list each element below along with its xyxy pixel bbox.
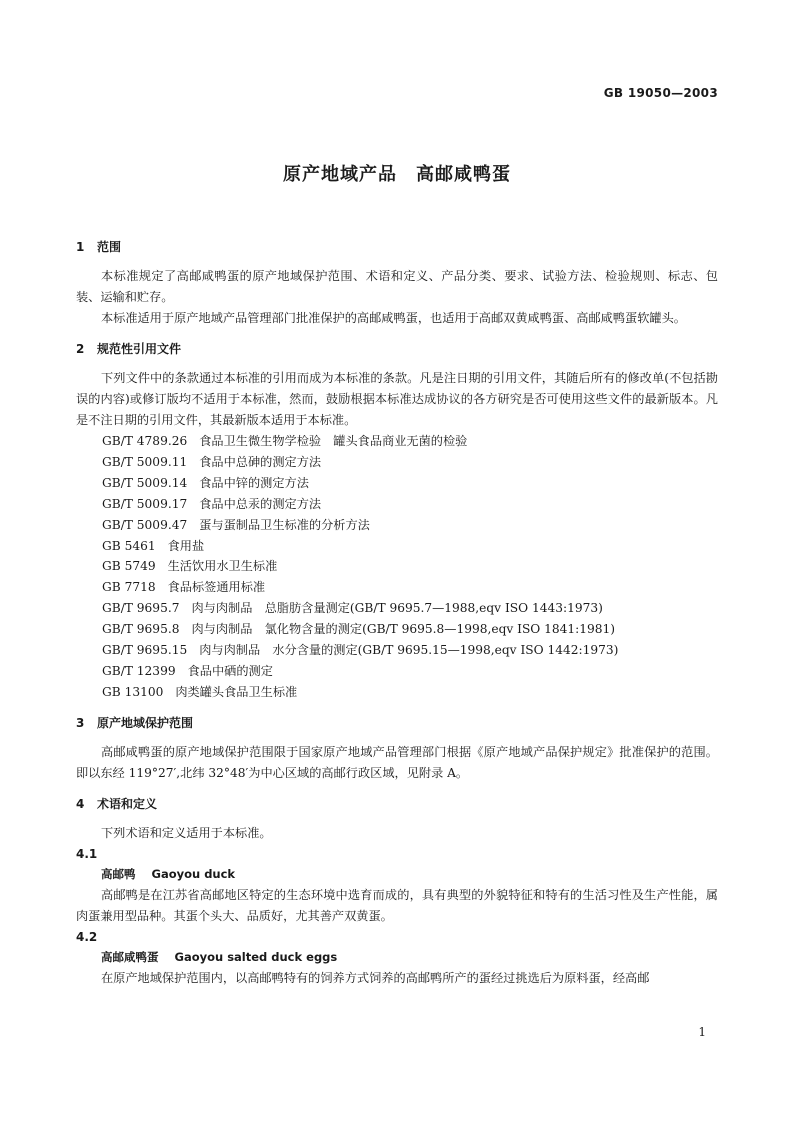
section-title: 范围 — [97, 240, 122, 254]
standard-code: GB 19050—2003 — [603, 86, 718, 100]
paragraph: 本标准适用于原产地域产品管理部门批准保护的高邮咸鸭蛋，也适用于高邮双黄咸鸭蛋、高邮咸鸭蛋软罐头。 — [101, 311, 686, 325]
reference-item — [102, 473, 718, 494]
term-heading — [101, 864, 718, 885]
paragraph: 下列文件中的条款通过本标准的引用而成为本标准的条款。凡是注日期的引用文件，其随后所有的修改单(不包括勘误的内容)或修订版均不适用于本标准，然而，鼓励根据本标准达成协议的各方研究是否可使用这些文件的最新版本。凡是不注日期的引用文件，其最新版本适用于本标准。 — [76, 371, 718, 427]
section-number: 2 — [76, 342, 85, 356]
section-title: 规范性引用文件 — [97, 342, 182, 356]
reference-code: GB/T 9695.7 — [102, 601, 180, 616]
reference-code: GB/T 12399 — [102, 663, 176, 678]
section-heading-normative-references — [76, 338, 718, 360]
reference-title: 食品中总汞的测定方法 — [199, 496, 322, 511]
reference-code: GB 5461 — [102, 538, 156, 553]
reference-item — [102, 640, 718, 661]
reference-title: 蛋与蛋制品卫生标准的分析方法 — [199, 517, 370, 532]
reference-title: 肉与肉制品 氯化物含量的测定(GB/T 9695.8—1998,eqv ISO 1841:1981) — [191, 622, 616, 637]
reference-code: GB/T 9695.15 — [102, 643, 188, 658]
section-number: 4 — [76, 796, 85, 811]
reference-code: GB/T 5009.11 — [102, 454, 188, 469]
reference-item — [102, 682, 718, 703]
paragraph: 高邮咸鸭蛋的原产地域保护范围限于国家原产地域产品管理部门根据《原产地域产品保护规定》批准保护的范围。即以东经 119°27′,北纬 32°48′为中心区域的高邮行政区域，见附录 A。 — [76, 744, 718, 780]
reference-item — [102, 661, 718, 682]
reference-code: GB/T 4789.26 — [102, 434, 188, 448]
term-definition: 在原产地域保护范围内，以高邮鸭特有的饲养方式饲养的高邮鸭所产的蛋经过挑选后为原料蛋，经高邮 — [101, 970, 650, 985]
reference-title: 食品卫生微生物学检验 罐头食品商业无菌的检验 — [199, 434, 468, 448]
reference-code: GB/T 9695.8 — [102, 622, 180, 637]
reference-title: 食品标签通用标准 — [167, 580, 266, 595]
document-body — [76, 236, 718, 989]
reference-title: 食用盐 — [167, 538, 205, 553]
reference-list — [76, 431, 718, 703]
reference-title: 肉与肉制品 水分含量的测定(GB/T 9695.15—1998,eqv ISO 1442:1973) — [199, 643, 619, 658]
reference-code: GB 5749 — [102, 559, 156, 574]
reference-item — [102, 577, 718, 598]
section-heading-terms-definitions — [76, 793, 718, 815]
term-number: 4.1 — [76, 846, 98, 861]
reference-item — [102, 556, 718, 577]
section-title: 术语和定义 — [97, 796, 158, 811]
section-number: 3 — [76, 715, 85, 730]
section-heading-scope — [76, 236, 718, 258]
term-en: Gaoyou salted duck eggs — [174, 949, 338, 964]
reference-code: GB 13100 — [102, 684, 164, 699]
reference-title: 食品中硒的测定 — [187, 663, 273, 678]
reference-code: GB/T 5009.47 — [102, 517, 188, 532]
page-number: 1 — [698, 1025, 706, 1039]
reference-item — [102, 494, 718, 515]
term-definition: 高邮鸭是在江苏省高邮地区特定的生态环境中选育而成的，具有典型的外貌特征和特有的生活习性及生产性能，属肉蛋兼用型品种。其蛋个头大、品质好，尤其善产双黄蛋。 — [76, 887, 718, 923]
reference-code: GB/T 5009.17 — [102, 496, 188, 511]
section-title: 原产地域保护范围 — [97, 715, 194, 730]
reference-item — [102, 536, 718, 557]
reference-item — [102, 452, 718, 473]
reference-item — [102, 619, 718, 640]
document-title: 原产地域产品 高邮咸鸭蛋 — [283, 164, 511, 185]
reference-title: 肉与肉制品 总脂肪含量测定(GB/T 9695.7—1988,eqv ISO 1443:1973) — [191, 601, 603, 616]
reference-title: 肉类罐头食品卫生标准 — [175, 684, 298, 699]
reference-title: 生活饮用水卫生标准 — [167, 559, 278, 574]
reference-title: 食品中锌的测定方法 — [199, 475, 309, 490]
reference-item — [102, 515, 718, 536]
reference-code: GB/T 5009.14 — [102, 475, 188, 490]
reference-item — [102, 431, 718, 452]
reference-title: 食品中总砷的测定方法 — [199, 454, 322, 469]
term-heading — [101, 947, 718, 968]
term-zh: 高邮咸鸭蛋 — [101, 949, 159, 964]
section-number: 1 — [76, 240, 85, 254]
paragraph: 下列术语和定义适用于本标准。 — [101, 825, 272, 840]
term-number: 4.2 — [76, 929, 98, 944]
section-heading-protection-scope — [76, 712, 718, 734]
paragraph: 本标准规定了高邮咸鸭蛋的原产地域保护范围、术语和定义、产品分类、要求、试验方法、检验规则、标志、包装、运输和贮存。 — [76, 269, 718, 304]
reference-item — [102, 598, 718, 619]
reference-code: GB 7718 — [102, 580, 156, 595]
term-zh: 高邮鸭 — [101, 866, 136, 881]
term-en: Gaoyou duck — [151, 866, 236, 881]
